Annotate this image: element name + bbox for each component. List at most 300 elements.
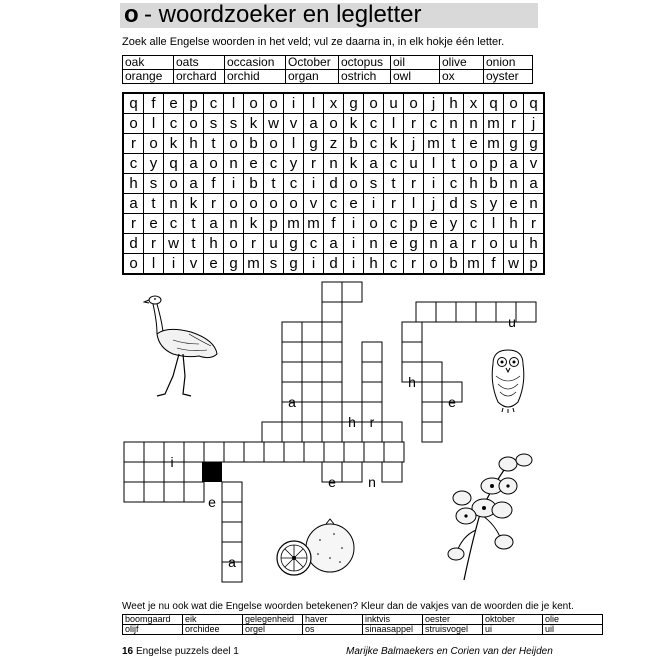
grid-letter[interactable]: r (204, 194, 224, 214)
grid-letter[interactable]: v (284, 114, 304, 134)
crossword-cell[interactable] (222, 482, 242, 502)
grid-letter[interactable]: t (384, 174, 404, 194)
crossword-cell[interactable] (282, 342, 302, 362)
grid-letter[interactable]: k (244, 214, 264, 234)
grid-letter[interactable]: q (123, 93, 144, 114)
crossword-cell[interactable] (516, 302, 536, 322)
crossword-cell[interactable] (302, 322, 322, 342)
grid-letter[interactable]: o (123, 254, 144, 275)
word-list-cell: oyster (484, 70, 533, 84)
grid-letter[interactable]: k (344, 154, 364, 174)
grid-letter[interactable]: o (224, 234, 244, 254)
word-list-cell: onion (484, 56, 533, 70)
grid-letter[interactable]: g (404, 234, 424, 254)
grid-letter[interactable]: e (144, 214, 164, 234)
meaning-cell: gelegenheid (243, 615, 303, 625)
word-list-cell: orchid (225, 70, 286, 84)
grid-letter[interactable]: j (424, 93, 444, 114)
grid-letter[interactable]: c (444, 174, 464, 194)
grid-letter[interactable]: o (144, 134, 164, 154)
meaning-cell: oktober (483, 615, 543, 625)
word-list-cell: ostrich (339, 70, 391, 84)
grid-letter[interactable]: h (504, 214, 524, 234)
grid-letter[interactable]: e (504, 194, 524, 214)
crossword-given-letter: a (288, 394, 296, 410)
grid-letter[interactable]: t (444, 154, 464, 174)
crossword-cell[interactable] (302, 382, 322, 402)
crossword-cell[interactable] (422, 422, 442, 442)
grid-letter[interactable]: b (344, 134, 364, 154)
grid-letter[interactable]: c (384, 254, 404, 275)
owl-drawing (488, 348, 528, 414)
question-text: Weet je nu ook wat die Engelse woorden betekenen? Kleur dan de vakjes van de woorden die je kent. (122, 601, 574, 612)
grid-letter[interactable]: s (264, 254, 284, 275)
grid-letter[interactable]: r (404, 254, 424, 275)
meaning-cell: olijf (123, 625, 183, 635)
grid-letter[interactable]: r (524, 214, 545, 234)
grid-letter[interactable]: e (384, 234, 404, 254)
grid-letter[interactable]: b (244, 174, 264, 194)
crossword-black-cell (202, 462, 222, 482)
grid-letter[interactable]: r (123, 214, 144, 234)
grid-letter[interactable]: a (444, 234, 464, 254)
grid-letter[interactable]: i (364, 194, 384, 214)
grid-letter[interactable]: y (284, 154, 304, 174)
word-list-cell: ox (440, 70, 484, 84)
grid-letter[interactable]: r (304, 154, 324, 174)
grid-letter[interactable]: t (144, 194, 164, 214)
grid-letter[interactable]: o (123, 114, 144, 134)
grid-letter[interactable]: v (304, 194, 324, 214)
grid-letter[interactable]: n (224, 154, 244, 174)
grid-letter[interactable]: e (204, 254, 224, 275)
grid-letter[interactable]: g (304, 134, 324, 154)
grid-letter[interactable]: c (164, 214, 184, 234)
grid-letter[interactable]: h (123, 174, 144, 194)
grid-letter[interactable]: k (164, 134, 184, 154)
grid-letter[interactable]: g (504, 134, 524, 154)
crossword-cell[interactable] (422, 382, 442, 402)
grid-letter[interactable]: e (424, 214, 444, 234)
grid-letter[interactable]: o (404, 93, 424, 114)
meaning-cell: boomgaard (123, 615, 183, 625)
grid-letter[interactable]: s (204, 114, 224, 134)
grid-letter[interactable]: z (324, 134, 344, 154)
grid-letter[interactable]: c (264, 154, 284, 174)
meaning-cell: orgel (243, 625, 303, 635)
crossword-cell[interactable] (282, 362, 302, 382)
grid-letter[interactable]: m (484, 134, 504, 154)
footer-authors: Marijke Balmaekers en Corien van der Heijden (346, 646, 553, 657)
grid-letter[interactable]: t (264, 174, 284, 194)
grid-letter[interactable]: h (524, 234, 545, 254)
grid-letter[interactable]: a (123, 194, 144, 214)
grid-letter[interactable]: i (304, 254, 324, 275)
crossword-cell[interactable] (322, 322, 342, 342)
crossword-cell[interactable] (304, 442, 324, 462)
grid-letter[interactable]: g (524, 134, 545, 154)
crossword-cell[interactable] (342, 462, 362, 482)
grid-letter[interactable]: v (184, 254, 204, 275)
crossword-cell[interactable] (282, 422, 302, 442)
grid-letter[interactable]: x (324, 93, 344, 114)
grid-letter[interactable]: l (224, 93, 244, 114)
word-list-cell: organ (286, 70, 339, 84)
word-list-cell: occasion (225, 56, 286, 70)
grid-letter[interactable]: g (224, 254, 244, 275)
grid-letter[interactable]: p (404, 214, 424, 234)
grid-letter[interactable]: h (464, 174, 484, 194)
crossword-cell[interactable] (204, 442, 224, 462)
grid-letter[interactable]: l (384, 114, 404, 134)
grid-letter[interactable]: m (304, 214, 324, 234)
crossword-cell[interactable] (384, 442, 404, 462)
crossword-cell[interactable] (456, 302, 476, 322)
grid-letter[interactable]: o (364, 214, 384, 234)
grid-letter[interactable]: p (484, 154, 504, 174)
grid-letter[interactable]: s (224, 114, 244, 134)
grid-letter[interactable]: c (123, 154, 144, 174)
crossword-cell[interactable] (124, 442, 144, 462)
grid-letter[interactable]: l (284, 134, 304, 154)
grid-letter[interactable]: a (504, 154, 524, 174)
grid-letter[interactable]: m (284, 214, 304, 234)
crossword-cell[interactable] (322, 362, 342, 382)
grid-letter[interactable]: o (284, 194, 304, 214)
crossword-cell[interactable] (184, 442, 204, 462)
grid-letter[interactable]: q (524, 93, 545, 114)
grid-letter[interactable]: e (464, 134, 484, 154)
crossword-cell[interactable] (124, 482, 144, 502)
grid-letter[interactable]: e (244, 154, 264, 174)
meanings-row (123, 615, 603, 625)
word-list-cell: owl (391, 70, 440, 84)
crossword-cell[interactable] (342, 282, 362, 302)
grid-letter[interactable]: n (224, 214, 244, 234)
grid-letter[interactable]: u (264, 234, 284, 254)
grid-letter[interactable]: m (464, 254, 484, 275)
crossword-cell[interactable] (324, 442, 344, 462)
crossword-cell[interactable] (222, 522, 242, 542)
grid-letter[interactable]: n (164, 194, 184, 214)
grid-letter[interactable]: u (404, 154, 424, 174)
grid-letter[interactable]: r (464, 234, 484, 254)
grid-letter[interactable]: f (144, 93, 164, 114)
crossword-cell[interactable] (164, 442, 184, 462)
crossword-cell[interactable] (402, 342, 422, 362)
crossword-cell[interactable] (344, 442, 364, 462)
word-list-cell: orchard (174, 70, 225, 84)
grid-letter[interactable]: l (144, 114, 164, 134)
crossword-given-letter: h (348, 414, 356, 430)
grid-letter[interactable]: l (424, 154, 444, 174)
grid-letter[interactable]: o (204, 154, 224, 174)
crossword-cell[interactable] (382, 422, 402, 442)
orange-drawing (272, 518, 358, 578)
grid-letter[interactable]: a (324, 234, 344, 254)
grid-letter[interactable]: f (324, 214, 344, 234)
grid-letter[interactable]: k (344, 114, 364, 134)
grid-letter[interactable]: q (484, 93, 504, 114)
crossword-cell[interactable] (262, 422, 282, 442)
crossword-cell[interactable] (302, 342, 322, 362)
grid-letter[interactable]: q (164, 154, 184, 174)
grid-letter[interactable]: h (184, 134, 204, 154)
grid-letter[interactable]: i (224, 174, 244, 194)
grid-letter[interactable]: h (444, 93, 464, 114)
crossword-cell[interactable] (244, 442, 264, 462)
grid-letter[interactable]: a (184, 174, 204, 194)
grid-letter[interactable]: u (504, 234, 524, 254)
grid-letter[interactable]: k (384, 134, 404, 154)
grid-letter[interactable]: n (524, 194, 545, 214)
crossword-cell[interactable] (436, 302, 456, 322)
grid-letter[interactable]: y (144, 154, 164, 174)
grid-letter[interactable]: a (184, 154, 204, 174)
grid-letter[interactable]: a (364, 154, 384, 174)
grid-letter[interactable]: w (264, 114, 284, 134)
grid-letter[interactable]: u (384, 93, 404, 114)
crossword-given-letter: r (369, 414, 375, 430)
crossword-cell[interactable] (322, 422, 342, 442)
grid-letter[interactable]: o (224, 194, 244, 214)
grid-letter[interactable]: l (304, 93, 324, 114)
grid-letter[interactable]: n (424, 234, 444, 254)
grid-letter[interactable]: f (484, 254, 504, 275)
grid-letter[interactable]: c (464, 214, 484, 234)
crossword-cell[interactable] (422, 362, 442, 382)
grid-letter[interactable]: g (284, 254, 304, 275)
crossword-given-letter: e (208, 494, 216, 510)
grid-letter[interactable]: i (344, 214, 364, 234)
grid-letter[interactable]: o (164, 174, 184, 194)
crossword-cell[interactable] (362, 382, 382, 402)
crossword-cell[interactable] (184, 482, 204, 502)
grid-letter[interactable]: d (123, 234, 144, 254)
crossword-given-letter: a (228, 554, 236, 570)
grid-letter[interactable]: i (164, 254, 184, 275)
grid-letter[interactable]: o (264, 194, 284, 214)
grid-letter[interactable]: r (123, 134, 144, 154)
grid-letter[interactable]: g (344, 93, 364, 114)
grid-letter[interactable]: c (204, 93, 224, 114)
grid-letter[interactable]: e (344, 194, 364, 214)
grid-letter[interactable]: d (444, 194, 464, 214)
crossword-cell[interactable] (284, 442, 304, 462)
grid-letter[interactable]: r (144, 234, 164, 254)
crossword-cell[interactable] (224, 442, 244, 462)
grid-letter[interactable]: j (424, 194, 444, 214)
meaning-cell: eik (183, 615, 243, 625)
grid-letter[interactable]: i (284, 93, 304, 114)
title-letter: o (124, 1, 139, 28)
grid-letter[interactable]: s (144, 174, 164, 194)
grid-letter[interactable]: l (144, 254, 164, 275)
grid-letter[interactable]: h (364, 254, 384, 275)
grid-letter[interactable]: l (404, 194, 424, 214)
grid-letter[interactable]: b (444, 254, 464, 275)
grid-letter[interactable]: c (324, 194, 344, 214)
word-list-cell: oats (174, 56, 225, 70)
grid-letter[interactable]: p (184, 93, 204, 114)
grid-letter[interactable]: m (424, 134, 444, 154)
crossword-cell[interactable] (302, 402, 322, 422)
grid-letter[interactable]: s (464, 194, 484, 214)
grid-letter[interactable]: t (184, 214, 204, 234)
grid-letter[interactable]: w (504, 254, 524, 275)
instruction-text: Zoek alle Engelse woorden in het veld; vul ze daarna in, in elk hokje één letter. (122, 36, 505, 48)
crossword-cell[interactable] (184, 462, 204, 482)
crossword-cell[interactable] (302, 422, 322, 442)
crossword-cell[interactable] (264, 442, 284, 462)
grid-letter[interactable]: l (484, 214, 504, 234)
grid-letter[interactable]: i (344, 254, 364, 275)
crossword-given-letter: h (408, 374, 416, 390)
grid-letter[interactable]: o (224, 134, 244, 154)
word-list-cell: orange (123, 70, 174, 84)
meaning-cell: uil (543, 625, 603, 635)
grid-letter[interactable]: r (384, 194, 404, 214)
meanings-table (122, 614, 603, 635)
grid-letter[interactable]: o (324, 114, 344, 134)
crossword-cell[interactable] (282, 322, 302, 342)
grid-letter[interactable]: h (204, 234, 224, 254)
grid-letter[interactable]: m (244, 254, 264, 275)
ostrich-drawing (143, 290, 223, 400)
crossword-cell[interactable] (476, 302, 496, 322)
grid-letter[interactable]: c (364, 134, 384, 154)
meaning-cell: inktvis (363, 615, 423, 625)
meaning-cell: os (303, 625, 363, 635)
crossword-cell[interactable] (144, 442, 164, 462)
grid-letter[interactable]: a (524, 174, 545, 194)
footer-page-number: 16 (122, 646, 134, 657)
crossword-cell[interactable] (322, 402, 342, 422)
grid-letter[interactable]: s (364, 174, 384, 194)
grid-letter[interactable]: y (484, 194, 504, 214)
grid-letter[interactable]: n (324, 154, 344, 174)
grid-letter[interactable]: o (244, 93, 264, 114)
grid-letter[interactable]: j (404, 134, 424, 154)
grid-letter[interactable]: o (184, 114, 204, 134)
grid-letter[interactable]: n (464, 114, 484, 134)
grid-letter[interactable]: r (404, 114, 424, 134)
grid-letter[interactable]: n (504, 174, 524, 194)
grid-letter[interactable]: a (304, 114, 324, 134)
grid-letter[interactable]: c (284, 174, 304, 194)
crossword-cell[interactable] (164, 482, 184, 502)
grid-letter[interactable]: o (464, 154, 484, 174)
grid-letter[interactable]: o (264, 134, 284, 154)
crossword-cell[interactable] (322, 302, 342, 322)
grid-letter[interactable]: r (504, 114, 524, 134)
crossword-cell[interactable] (222, 502, 242, 522)
grid-letter[interactable]: o (504, 93, 524, 114)
word-list-cell: October (286, 56, 339, 70)
crossword-given-letter: e (448, 394, 456, 410)
grid-letter[interactable]: b (244, 134, 264, 154)
grid-letter[interactable]: c (304, 234, 324, 254)
grid-letter[interactable]: e (164, 93, 184, 114)
grid-letter[interactable]: r (244, 234, 264, 254)
grid-letter[interactable]: g (284, 234, 304, 254)
grid-letter[interactable]: i (344, 234, 364, 254)
crossword-cell[interactable] (164, 462, 184, 482)
grid-letter[interactable]: t (204, 134, 224, 154)
grid-letter[interactable]: m (484, 114, 504, 134)
grid-letter[interactable]: o (484, 234, 504, 254)
crossword-cell[interactable] (144, 482, 164, 502)
grid-letter[interactable]: k (244, 114, 264, 134)
grid-letter[interactable]: y (444, 214, 464, 234)
grid-letter[interactable]: r (404, 174, 424, 194)
grid-letter[interactable]: o (264, 93, 284, 114)
word-list-cell: oak (123, 56, 174, 70)
grid-letter[interactable]: d (324, 174, 344, 194)
meaning-cell: struisvogel (423, 625, 483, 635)
grid-letter[interactable]: p (264, 214, 284, 234)
grid-letter[interactable]: a (204, 214, 224, 234)
crossword-cell[interactable] (416, 302, 436, 322)
grid-letter[interactable]: c (384, 214, 404, 234)
grid-letter[interactable]: o (244, 194, 264, 214)
grid-letter[interactable]: c (164, 114, 184, 134)
grid-letter[interactable]: i (424, 174, 444, 194)
grid-letter[interactable]: n (444, 114, 464, 134)
grid-letter[interactable]: t (184, 234, 204, 254)
crossword-cell[interactable] (144, 462, 164, 482)
crossword-cell[interactable] (364, 442, 384, 462)
grid-letter[interactable]: c (424, 114, 444, 134)
grid-letter[interactable]: x (464, 93, 484, 114)
crossword-cell[interactable] (302, 362, 322, 382)
grid-letter[interactable]: o (364, 93, 384, 114)
crossword-cell[interactable] (422, 402, 442, 422)
grid-letter[interactable]: b (484, 174, 504, 194)
grid-letter[interactable]: o (344, 174, 364, 194)
grid-letter[interactable]: w (164, 234, 184, 254)
grid-letter[interactable]: c (364, 114, 384, 134)
meaning-cell: sinaasappel (363, 625, 423, 635)
grid-letter[interactable]: n (364, 234, 384, 254)
crossword-cell[interactable] (322, 342, 342, 362)
meaning-cell: ui (483, 625, 543, 635)
crossword-cell[interactable] (362, 342, 382, 362)
meanings-row (123, 625, 603, 635)
orchid-drawing (432, 450, 542, 582)
grid-letter[interactable]: d (324, 254, 344, 275)
crossword-cell[interactable] (362, 362, 382, 382)
grid-letter[interactable]: k (184, 194, 204, 214)
crossword-given-letter: e (328, 474, 336, 490)
word-list-cell: olive (440, 56, 484, 70)
grid-letter[interactable]: p (524, 254, 545, 275)
crossword-cell[interactable] (124, 462, 144, 482)
crossword-cell[interactable] (382, 462, 402, 482)
crossword-cell[interactable] (322, 382, 342, 402)
grid-letter[interactable]: v (524, 154, 545, 174)
grid-letter[interactable]: f (204, 174, 224, 194)
grid-letter[interactable]: t (444, 134, 464, 154)
grid-letter[interactable]: i (304, 174, 324, 194)
crossword-cell[interactable] (402, 322, 422, 342)
footer-book-title: Engelse puzzels deel 1 (136, 646, 239, 657)
crossword-cell[interactable] (322, 282, 342, 302)
crossword-given-letter: i (170, 454, 174, 470)
grid-letter[interactable]: o (424, 254, 444, 275)
grid-letter[interactable]: j (524, 114, 545, 134)
grid-letter[interactable]: c (384, 154, 404, 174)
